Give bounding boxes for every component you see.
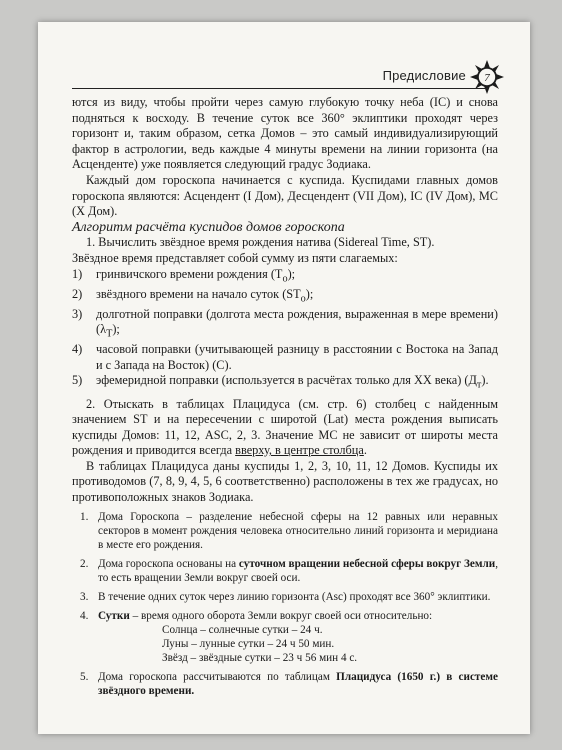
step-2: 2. Отыскать в таблицах Плацидуса (см. стр. 6) столбец с найденным значением ST и на пересечении с широтой (Lat) места рождения выписать куспиды Домов: 11, 12, ASC, 2, 3. Значение MC не зависит от широты места рождения и приводится всегда вверху, в центре столбца. <box>72 396 498 458</box>
note-2: 2. Дома гороскопа основаны на суточном вращении небесной сферы вокруг Земли, то есть вращении Земли вокруг своей оси. <box>80 557 498 584</box>
underlined-phrase: вверху, в центре столбца <box>235 443 364 458</box>
page-body <box>72 95 498 703</box>
step-1-intro: Звёздное время представляет собой сумму из пяти слагаемых: <box>72 250 398 265</box>
notes-block <box>72 510 498 698</box>
list-item: 1) гринвичского времени рождения $(Т_о)$; <box>72 266 296 284</box>
list-item: 5) эфемеридной поправки (используется в расчётах только для XX века) $(Д_т)$. <box>72 373 489 391</box>
list-item: 4) часовой поправки (учитывающей разницу в расстоянии с Востока на Запад и с Запада на Восток) (C). <box>72 342 498 372</box>
note-4-sub-3: Звёзд – звёздные сутки – 23 ч 56 мин 4 с. <box>162 651 358 664</box>
note-1: 1. Дома Гороскопа – разделение небесной сферы на 12 равных или неравных секторов в момент рождения человека относительно линий горизонта и меридиана в месте его рождения. <box>80 510 498 551</box>
note-4: 4. Сутки – время одного оборота Земли вокруг своей оси относительно: Солнца – солнечные сутки – 24 ч. Луны – лунные сутки – 24 ч 50 мин. Звёзд – звёздные сутки – 23 ч 56 мин 4 с. <box>72 609 498 665</box>
book-page <box>38 22 530 734</box>
sum-terms-list <box>72 267 498 394</box>
page-number: 7 <box>484 72 490 84</box>
step-1: 1. Вычислить звёздное время рождения натива (Sidereal Time, ST). <box>86 235 435 250</box>
note-5: 5. Дома гороскопа рассчитываются по таблицам Плацидуса (1650 г.) в системе звёздного времени. <box>80 670 498 697</box>
note-3: 3. В течение одних суток через линию горизонта (Asc) проходят все 360° эклиптики. <box>80 590 491 603</box>
paragraph-3: В таблицах Плацидуса даны куспиды 1, 2, 3, 10, 11, 12 Домов. Куспиды их противодомов (7, 8, 9, 4, 5, 6 соответственно) расположены в тех же градусах, но противоположных знаков Зодиака. <box>72 458 498 505</box>
section-heading: Алгоритм расчёта куспидов домов гороскопа <box>72 219 345 235</box>
header-rule <box>72 88 488 89</box>
list-item: 2) звёздного времени на начало суток $(ST_о)$; <box>72 286 314 305</box>
list-item: 3) долготной поправки (долгота места рождения, выраженная в мере времени) $(\lambda_Т)$; <box>72 306 498 340</box>
intro-paragraph-2: Каждый дом гороскопа начинается с куспида. Куспидами главных домов гороскопа являются: Асцендент (I Дом), Десцендент (VII Дом), IC (IV Дом), MC (X Дом). <box>72 172 498 219</box>
intro-paragraph-1: ются из виду, чтобы пройти через самую глубокую точку неба (IC) и снова подняться к восходу. В течение суток все 360° эклиптики проходят через горизонт и, таким образом, сетка Домов – это самый индивидуализирующий фактор в астрологии, ведь каждые 4 минуты времени на линии горизонта (на Асценденте) уже появляется следующий градус Зодиака. <box>72 95 498 172</box>
note-4-sub-1: Солнца – солнечные сутки – 24 ч. <box>162 623 323 636</box>
running-title: Предисловие <box>382 68 466 83</box>
page-header <box>38 22 530 92</box>
note-4-sub-2: Луны – лунные сутки – 24 ч 50 мин. <box>162 637 335 650</box>
